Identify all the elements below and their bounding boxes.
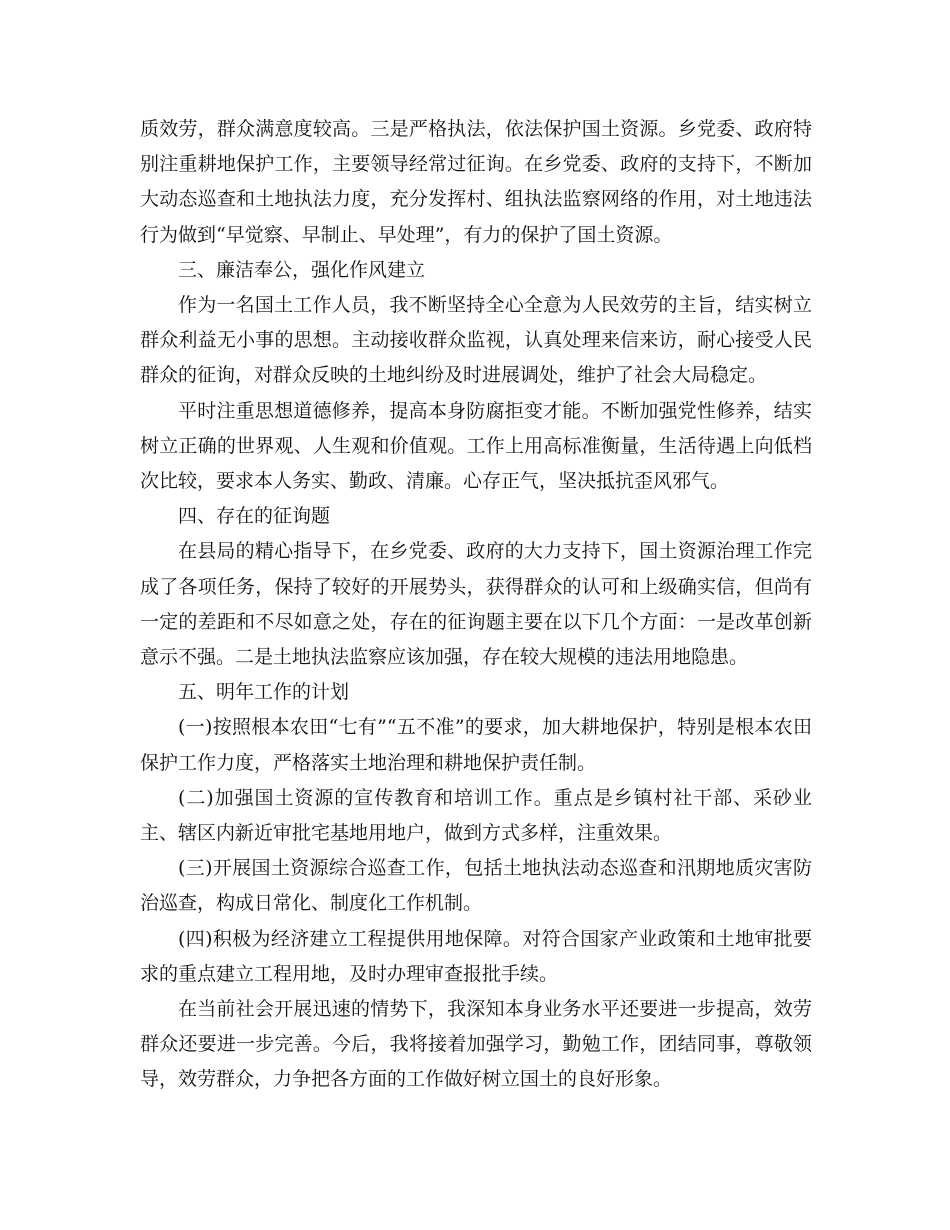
closing-paragraph: 在当前社会开展迅速的情势下，我深知本身业务水平还要进一步提高，效劳群众还要进一步完善。今后，我将接着加强学习，勤勉工作，团结同事，尊敬领导，效劳群众，力争把各方面的工作做好树立国土的良好形象。 bbox=[140, 998, 812, 1091]
section-heading-three: 三、廉洁奉公，强化作风建立 bbox=[178, 258, 426, 281]
paragraph: 在县局的精心指导下，在乡党委、政府的大力支持下，国土资源治理工作完成了各项任务，保持了较好的开展势头，获得群众的认可和上级确实信，但尚有一定的差距和不尽如意之处，存在的征询题主要在以下几个方面：一是改革创新意示不强。二是土地执法监察应该加强，存在较大规模的违法用地隐患。 bbox=[140, 540, 812, 669]
paragraph: 作为一名国土工作人员，我不断坚持全心全意为人民效劳的主旨，结实树立群众利益无小事的思想。主动接收群众监视，认真处理来信来访，耐心接受人民群众的征询，对群众反映的土地纠纷及时进展调处，维护了社会大局稳定。 bbox=[140, 294, 812, 387]
plan-item-4: (四)积极为经济建立工程提供用地保障。对符合国家产业政策和土地审批要求的重点建立工程用地，及时办理审查报批手续。 bbox=[140, 927, 812, 985]
document-body bbox=[140, 112, 812, 1098]
paragraph: 平时注重思想道德修养，提高本身防腐拒变才能。不断加强党性修养，结实树立正确的世界观、人生观和价值观。工作上用高标准衡量，生活待遇上向低档次比较，要求本人务实、勤政、清廉。心存正气，坚决抵抗歪风邪气。 bbox=[140, 399, 812, 493]
plan-item-2: (二)加强国土资源的宣传教育和培训工作。重点是乡镇村社干部、采砂业主、辖区内新近审批宅基地用地户，做到方式多样，注重效果。 bbox=[140, 786, 812, 845]
plan-item-3: (三)开展国土资源综合巡查工作，包括土地执法动态巡查和汛期地质灾害防治巡查，构成日常化、制度化工作机制。 bbox=[140, 857, 812, 915]
section-heading-five: 五、明年工作的计划 bbox=[178, 681, 350, 704]
paragraph-continuation: 质效劳，群众满意度较高。三是严格执法，依法保护国土资源。乡党委、政府特别注重耕地保护工作，主要领导经常过征询。在乡党委、政府的支持下，不断加大动态巡查和土地执法力度，充分发挥村、组执法监察网络的作用，对土地违法行为做到“早觉察、早制止、早处理”，有力的保护了国土资源。 bbox=[140, 118, 812, 246]
section-heading-four: 四、存在的征询题 bbox=[178, 505, 331, 528]
plan-item-1: (一)按照根本农田“七有”“五不准”的要求，加大耕地保护，特别是根本农田保护工作力度，严格落实土地治理和耕地保护责任制。 bbox=[140, 716, 812, 774]
